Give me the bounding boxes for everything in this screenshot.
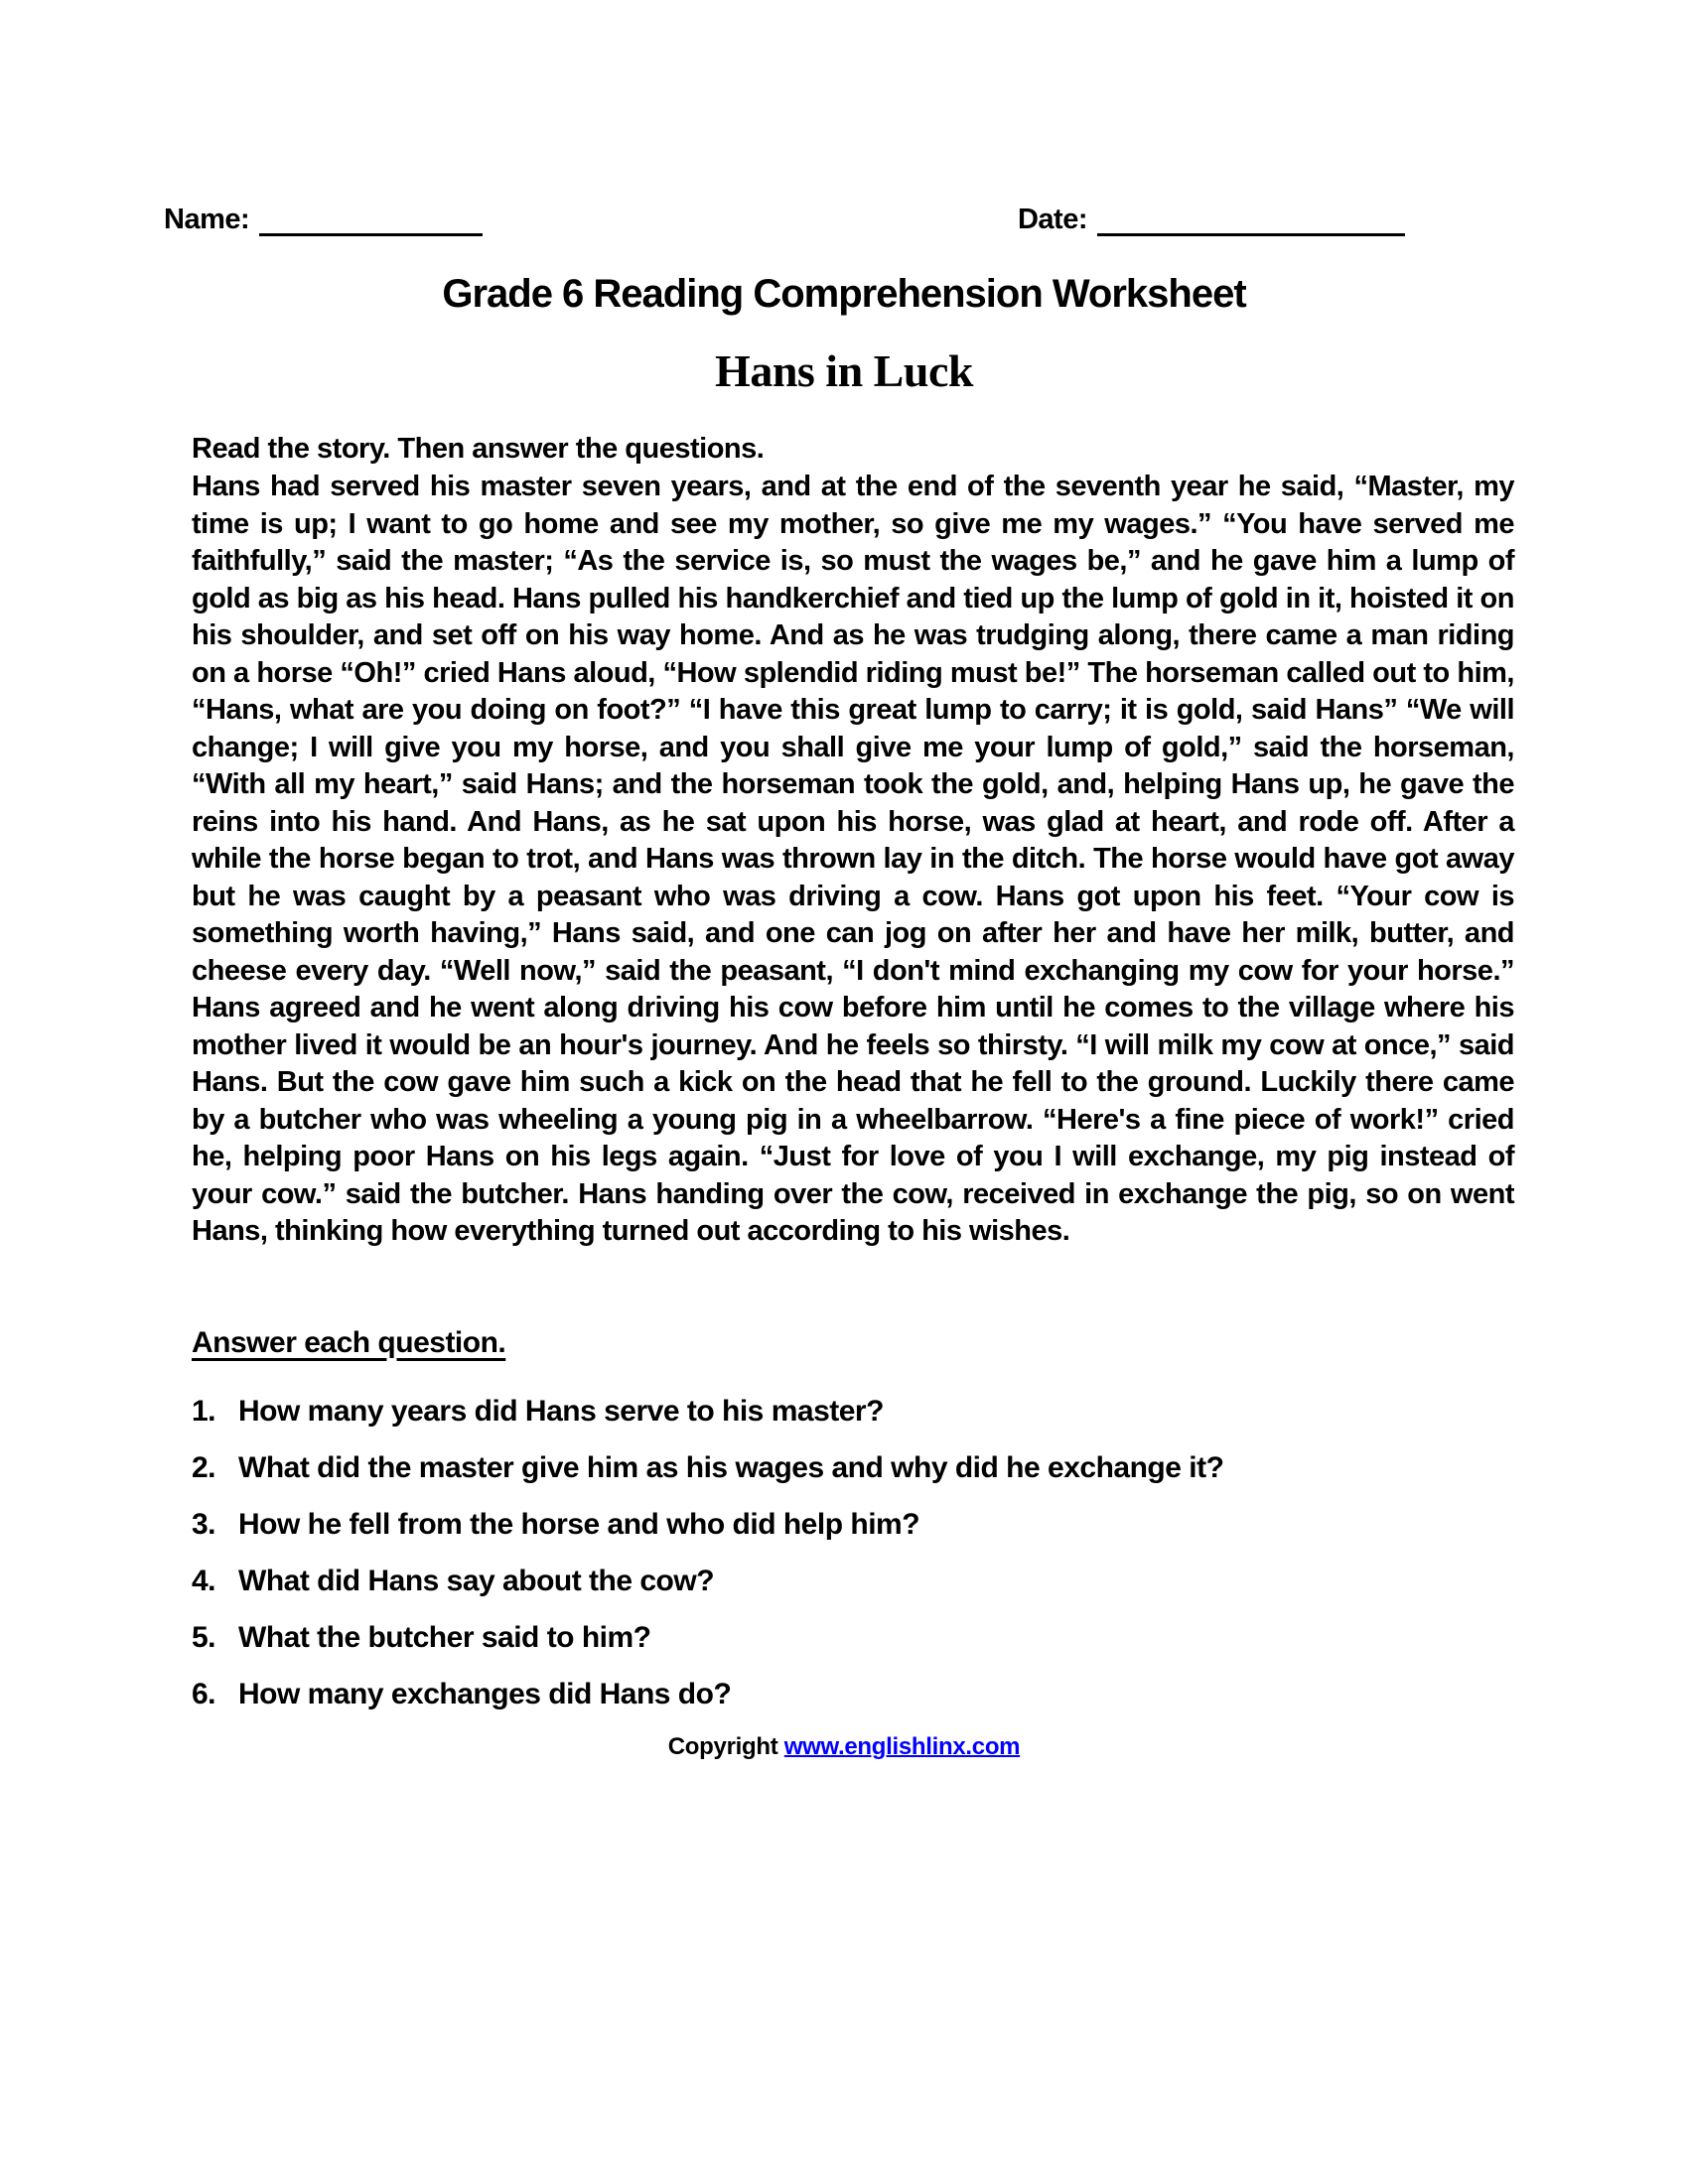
question-number: 4. [192,1564,216,1597]
name-label: Name: [164,204,250,235]
question-text: What the butcher said to him? [238,1620,651,1654]
question-number: 2. [192,1450,216,1484]
question-number: 3. [192,1507,216,1541]
copyright-line [0,1733,1688,1761]
question-item-1 [192,1394,1514,1430]
question-text: How many years did Hans serve to his master? [238,1394,884,1428]
instructions-text: Read the story. Then answer the questions. [192,433,765,465]
question-item-4 [192,1564,1514,1599]
story-paragraph: Hans had served his master seven years, and at the end of the seventh year he said, “Master, my time is up; I want to go home and see my mother, so give me my wages.” “You have served me faithfully,” said the master; “As the service is, so must the wages be,” and he gave him a lump of gold as big as his head. Hans pulled his handkerchief and tied up the lump of gold in it, hoisted it on his shoulder, and set off on his way home. And as he was trudging along, there came a man riding on a horse “Oh!” cried Hans aloud, “How splendid riding must be!” The horseman called out to him, “Hans, what are you doing on foot?” “I have this great lump to carry; it is gold, said Hans” “We will change; I will give you my horse, and you shall give me your lump of gold,” said the horseman, “With all my heart,” said Hans; and the horseman took the gold, and, helping Hans up, he gave the reins into his hand. And Hans, as he sat upon his horse, was glad at heart, and rode off. After a while the horse began to trot, and Hans was thrown lay in the ditch. The horse would have got away but he was caught by a peasant who was driving a cow. Hans got upon his feet. “Your cow is something worth having,” Hans said, and one can jog on after her and have her milk, butter, and cheese every day. “Well now,” said the peasant, “I don't mind exchanging my cow for your horse.” Hans agreed and he went along driving his cow before him until he comes to the village where his mother lived it would be an hour's journey. And he feels so thirsty. “I will milk my cow at once,” said Hans. But the cow gave him such a kick on the head that he fell to the ground. Luckily there came by a butcher who was wheeling a young pig in a wheelbarrow. “Here's a fine piece of work!” cried he, helping poor Hans on his legs again. “Just for love of you I will exchange, my pig instead of your cow.” said the butcher. Hans handing over the cow, received in exchange the pig, so on went Hans, thinking how everything turned out according to his wishes. [192,471,1514,1247]
question-number: 1. [192,1394,216,1428]
story-title: Hans in Luck [715,345,973,396]
question-item-5 [192,1620,1514,1656]
worksheet-title: Grade 6 Reading Comprehension Worksheet [442,272,1246,316]
question-item-6 [192,1677,1514,1712]
question-list [192,1394,1514,1712]
date-field [1018,204,1405,236]
question-item-2 [192,1450,1514,1486]
name-field [164,204,483,236]
question-number: 6. [192,1677,216,1710]
question-text: What did the master give him as his wages and why did he exchange it? [238,1450,1224,1484]
copyright-label: Copyright [667,1732,778,1760]
question-item-3 [192,1507,1514,1543]
worksheet-content [192,431,1514,1712]
name-blank-line[interactable] [259,206,483,236]
date-blank-line[interactable] [1097,206,1405,236]
question-text: How he fell from the horse and who did help him? [238,1507,920,1541]
name-date-row [0,0,1688,236]
question-text: What did Hans say about the cow? [238,1564,715,1597]
question-number: 5. [192,1620,216,1654]
date-label: Date: [1017,204,1087,235]
copyright-link[interactable]: www.englishlinx.com [783,1732,1021,1760]
question-text: How many exchanges did Hans do? [238,1677,732,1710]
answer-section-header: Answer each question. [192,1325,506,1359]
